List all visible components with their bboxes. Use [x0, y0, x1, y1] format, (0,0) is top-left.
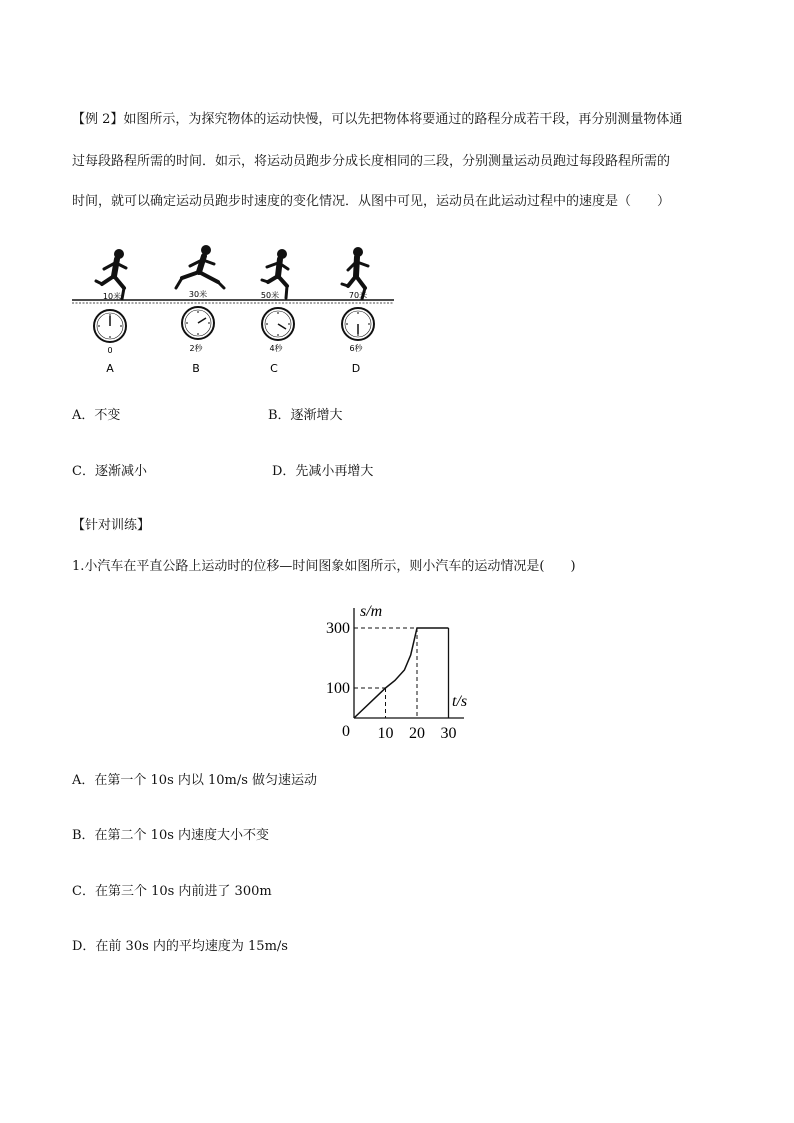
s-t-curve [354, 628, 449, 718]
distance-label-b: 30米 [188, 290, 208, 299]
time-label-b: 2秒 [189, 344, 203, 353]
time-label-c: 4秒 [269, 344, 283, 353]
question-1-option-c: C．在第三个 10s 内前进了 300m [72, 884, 272, 899]
y-axis-label: s/m [360, 603, 383, 620]
origin-label: 0 [342, 723, 350, 740]
clock-a [94, 310, 126, 342]
figure-label-a: A [106, 362, 114, 375]
example-text-line-3: 时间，就可以确定运动员跑步时速度的变化情况．从图中可见，运动员在此运动过程中的速度是（ ） [72, 194, 671, 209]
y-tick-label-300: 300 [326, 620, 350, 637]
distance-label-c: 50米 [260, 291, 280, 300]
x-tick-label-20: 20 [409, 725, 425, 742]
example-option-a: A．不变 [72, 408, 121, 423]
clock-c [262, 308, 294, 340]
x-tick-label-10: 10 [377, 725, 394, 742]
x-tick-label-30: 30 [440, 725, 457, 742]
figure-label-b: B [192, 362, 200, 375]
example-option-b: B．逐渐增大 [268, 408, 343, 423]
distance-label-d: 70米 [348, 291, 368, 300]
time-label-d: 6秒 [349, 344, 363, 353]
question-1-option-b: B．在第二个 10s 内速度大小不变 [72, 828, 270, 843]
example-option-c: C．逐渐减小 [72, 464, 147, 479]
runner-figure [72, 236, 402, 376]
clock-d [342, 308, 374, 340]
clock-b [182, 307, 214, 339]
figure-label-d: D [351, 362, 361, 375]
training-heading: 【针对训练】 [72, 518, 151, 533]
displacement-time-chart [318, 600, 488, 745]
question-1-text: 1.小汽车在平直公路上运动时的位移—时间图象如图所示，则小汽车的运动情况是( ) [72, 559, 576, 574]
time-label-a: 0 [107, 346, 113, 355]
y-tick-label-100: 100 [326, 680, 350, 697]
example-text-line-1: 【例 2】如图所示，为探究物体的运动快慢，可以先把物体将要通过的路程分成若干段，再分别测量物体通 [72, 112, 683, 127]
example-text-line-2: 过每段路程所需的时间．如示，将运动员跑步分成长度相同的三段，分别测量运动员跑过每段路程所需的 [72, 154, 671, 169]
question-1-option-d: D．在前 30s 内的平均速度为 15m/s [72, 939, 288, 954]
runner-silhouette-b [176, 245, 224, 288]
x-axis-label: t/s [452, 693, 468, 710]
example-option-d: D．先减小再增大 [272, 464, 374, 479]
figure-label-c: C [270, 362, 278, 375]
distance-label-a: 10米 [102, 292, 122, 301]
question-1-option-a: A．在第一个 10s 内以 10m/s 做匀速运动 [72, 773, 318, 788]
